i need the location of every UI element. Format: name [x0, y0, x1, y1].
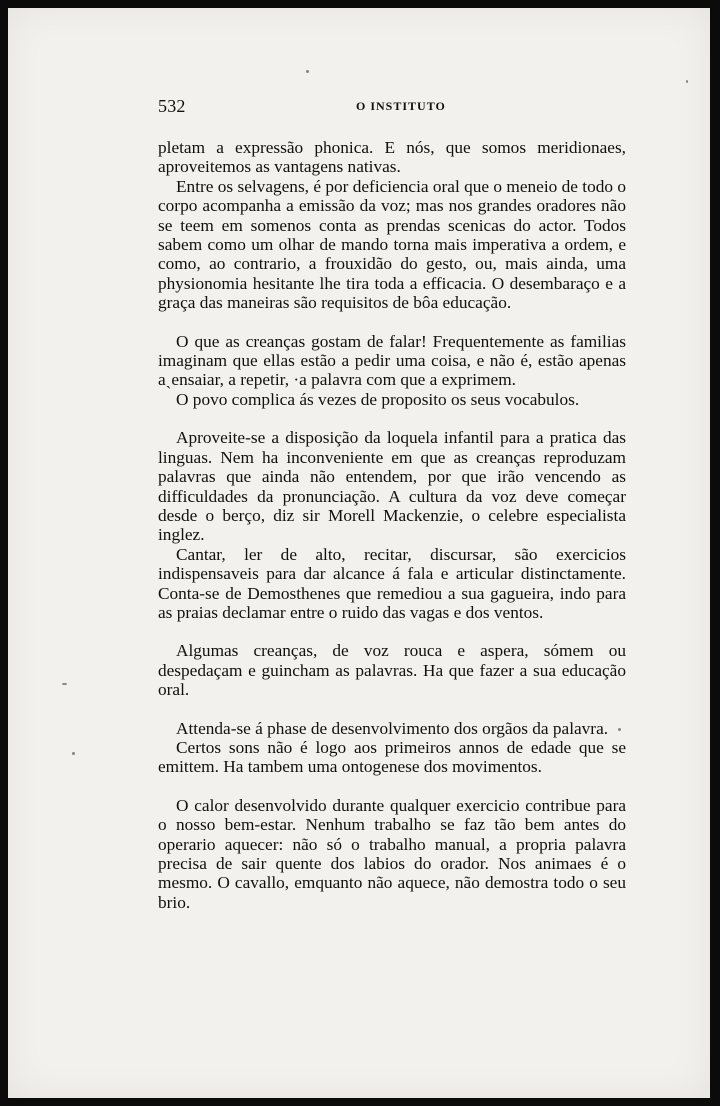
- paragraph-voz-rouca: Algumas creanças, de voz rouca e aspera, sómem ou despedaçam e guincham as palavras. Ha que fazer a sua educação oral.: [158, 641, 626, 700]
- paragraph-gap: [158, 409, 626, 428]
- paragraph-cantar-recitar: Cantar, ler de alto, recitar, discursar, são exercicios indispensaveis para dar alcance á fala e articular distinctamente. Conta-se de Demosthenes que remediou a sua gagueira, indo para as praias declamar entre o ruido das vagas e dos ventos.: [158, 544, 626, 622]
- page-number: 532: [158, 96, 186, 116]
- paper-speck: [62, 683, 67, 685]
- paper-speck: [306, 70, 309, 73]
- paragraph-calor-exercicio: O calor desenvolvido durante qualquer exercicio contribue para o nosso bem-estar. Nenhum trabalho se faz tão bem antes do operario aquecer: não só o trabalho manual, a propria palavra precisa de sair quente dos labios do orador. Nos animaes é o mesmo. O cavallo, emquanto não aquece, não demostra todo o seu brio.: [158, 795, 626, 912]
- paper-speck: [686, 80, 688, 83]
- paragraph-gap: [158, 622, 626, 641]
- paragraph-loquela-infantil: Aproveite-se a disposição da loquela infantil para a pratica das linguas. Nem ha inconveniente em que as creanças reproduzam palavras que ainda não entendem, por que irão vencendo as difficuldades da pronunciação. A cultura da voz deve começar desde o berço, diz sir Morell Mackenzie, o celebre especialista inglez.: [158, 428, 626, 545]
- running-title: O INSTITUTO: [356, 99, 446, 113]
- paper-speck: [72, 752, 75, 755]
- paragraph-povo-vocabulos: O povo complica ás vezes de proposito os seus vocabulos.: [176, 389, 580, 409]
- paragraph-gap: [158, 313, 626, 332]
- paragraph-gap: [158, 777, 626, 796]
- paragraph-expressao-phonica: pletam a expressão phonica. E nós, que somos meridionaes, aproveitemos as vantagens nativas.: [158, 138, 626, 177]
- paragraph-selvagens: Entre os selvagens, é por deficiencia oral que o meneio de todo o corpo acompanha a emissão da voz; mas nos grandes oradores não se teem em somenos conta as prendas scenicas do actor. Todos sabem como um olhar de mando torna mais imperativa a ordem, e como, ao contrario, a frouxidão do gesto, ou, mais ainda, uma physionomia hesitante lhe tira toda a efficacia. O desembaraço e a graça das maneiras são requisitos de bôa educação.: [158, 176, 626, 313]
- page-header: [158, 96, 628, 118]
- paragraph-orgaos-palavra: Attenda-se á phase de desenvolvimento dos orgãos da palavra.: [176, 718, 609, 738]
- body-text: [158, 138, 626, 912]
- paragraph-creancas-falar: O que as creanças gostam de falar! Frequentemente as familias imaginam que ellas estão a pedir uma coisa, e não é, estão apenas aˎensaiar, a repetir, ·a palavra com que a exprimem.: [158, 331, 626, 390]
- paragraph-certos-sons: Certos sons não é logo aos primeiros annos de edade que se emittem. Ha tambem uma ontogenese dos movimentos.: [158, 737, 626, 777]
- paragraph-gap: [158, 700, 626, 719]
